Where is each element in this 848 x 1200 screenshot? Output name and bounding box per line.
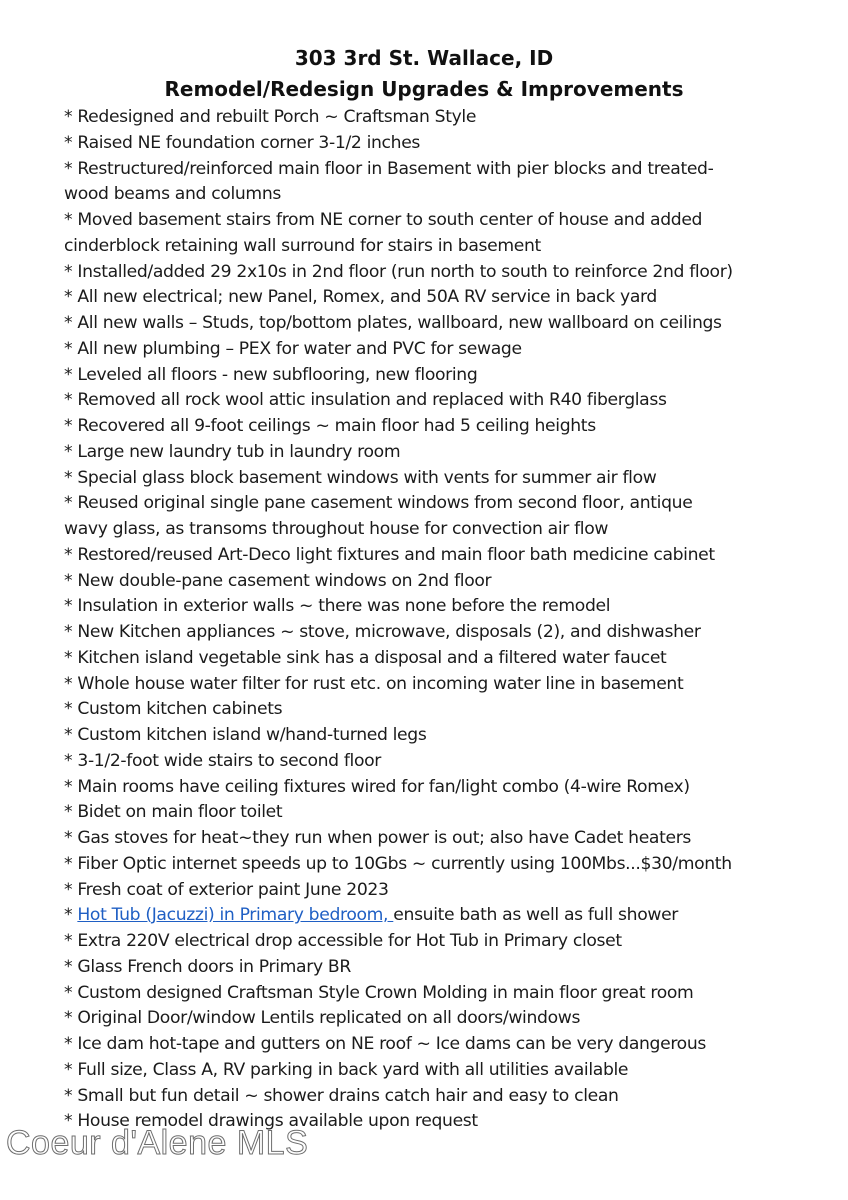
list-item: * Insulation in exterior walls ~ there was none before the remodel <box>64 596 611 617</box>
list-item-prefix: * <box>64 905 78 926</box>
document-title: 303 3rd St. Wallace, ID <box>294 46 554 70</box>
list-item: * All new electrical; new Panel, Romex, and 50A RV service in back yard <box>64 287 657 308</box>
list-item: * Raised NE foundation corner 3-1/2 inches <box>64 132 421 153</box>
list-item: * New Kitchen appliances ~ stove, microwave, disposals (2), and dishwasher <box>64 622 701 642</box>
document-subtitle: Remodel/Redesign Upgrades & Improvements <box>164 77 684 101</box>
list-item: * Fiber Optic internet speeds up to 10Gbs ~ currently using 100Mbs...$30/month <box>64 853 732 874</box>
list-item: * Whole house water filter for rust etc. on incoming water line in basement <box>64 673 684 694</box>
list-item: * New double-pane casement windows on 2nd floor <box>64 570 492 591</box>
list-item: * Restructured/reinforced main floor in Basement with pier blocks and treated- <box>64 158 714 179</box>
list-item: * Restored/reused Art-Deco light fixtures and main floor bath medicine cabinet <box>64 544 715 565</box>
list-item: * Custom kitchen island w/hand-turned legs <box>64 725 427 745</box>
hot-tub-link[interactable]: Hot Tub (Jacuzzi) in Primary bedroom, <box>77 905 394 926</box>
list-item: * Gas stoves for heat~they run when power is out; also have Cadet heaters <box>64 828 692 848</box>
list-item: * Kitchen island vegetable sink has a disposal and a filtered water faucet <box>64 647 667 668</box>
list-item: * Custom kitchen cabinets <box>64 699 283 720</box>
list-item: * Fresh coat of exterior paint June 2023 <box>64 879 389 900</box>
list-item: * House remodel drawings available upon request <box>64 1111 478 1132</box>
list-item: wavy glass, as transoms throughout house for convection air flow <box>64 519 609 539</box>
list-item: * Installed/added 29 2x10s in 2nd floor (run north to south to reinforce 2nd floor) <box>64 261 733 282</box>
list-item: * Original Door/window Lentils replicated on all doors/windows <box>64 1008 581 1029</box>
list-item: * Leveled all floors - new subflooring, new flooring <box>64 364 478 385</box>
list-item: * All new plumbing – PEX for water and PVC for sewage <box>64 338 522 359</box>
list-item: * Small but fun detail ~ shower drains catch hair and easy to clean <box>64 1085 619 1106</box>
improvements-list <box>64 105 834 1135</box>
list-item: * Reused original single pane casement windows from second floor, antique <box>64 493 693 514</box>
list-item: * Special glass block basement windows with vents for summer air flow <box>64 467 657 488</box>
mls-watermark: Coeur d'Alene MLS <box>6 1124 309 1162</box>
list-item-suffix: ensuite bath as well as full shower <box>393 905 679 926</box>
list-item-hot-tub <box>64 903 834 929</box>
list-item: * Moved basement stairs from NE corner to south center of house and added <box>64 210 703 230</box>
list-item: wood beams and columns <box>64 184 281 205</box>
list-item: * Extra 220V electrical drop accessible for Hot Tub in Primary closet <box>64 931 622 951</box>
list-item: * Full size, Class A, RV parking in back yard with all utilities available <box>64 1059 629 1080</box>
list-item: * Removed all rock wool attic insulation and replaced with R40 fiberglass <box>64 390 667 411</box>
list-item: * Custom designed Craftsman Style Crown Molding in main floor great room <box>64 982 694 1003</box>
list-item: * Large new laundry tub in laundry room <box>64 441 401 462</box>
list-item: * Bidet on main floor toilet <box>64 802 283 823</box>
list-item: cinderblock retaining wall surround for stairs in basement <box>64 235 541 256</box>
list-item: * Glass French doors in Primary BR <box>64 956 351 977</box>
list-item: * Ice dam hot-tape and gutters on NE roof ~ Ice dams can be very dangerous <box>64 1034 706 1054</box>
list-item: * All new walls – Studs, top/bottom plates, wallboard, new wallboard on ceilings <box>64 313 722 333</box>
list-item: * 3-1/2-foot wide stairs to second floor <box>64 750 382 771</box>
list-item: * Redesigned and rebuilt Porch ~ Craftsman Style <box>64 107 477 127</box>
list-item: * Recovered all 9-foot ceilings ~ main floor had 5 ceiling heights <box>64 416 596 436</box>
list-item: * Main rooms have ceiling fixtures wired for fan/light combo (4-wire Romex) <box>64 776 690 797</box>
